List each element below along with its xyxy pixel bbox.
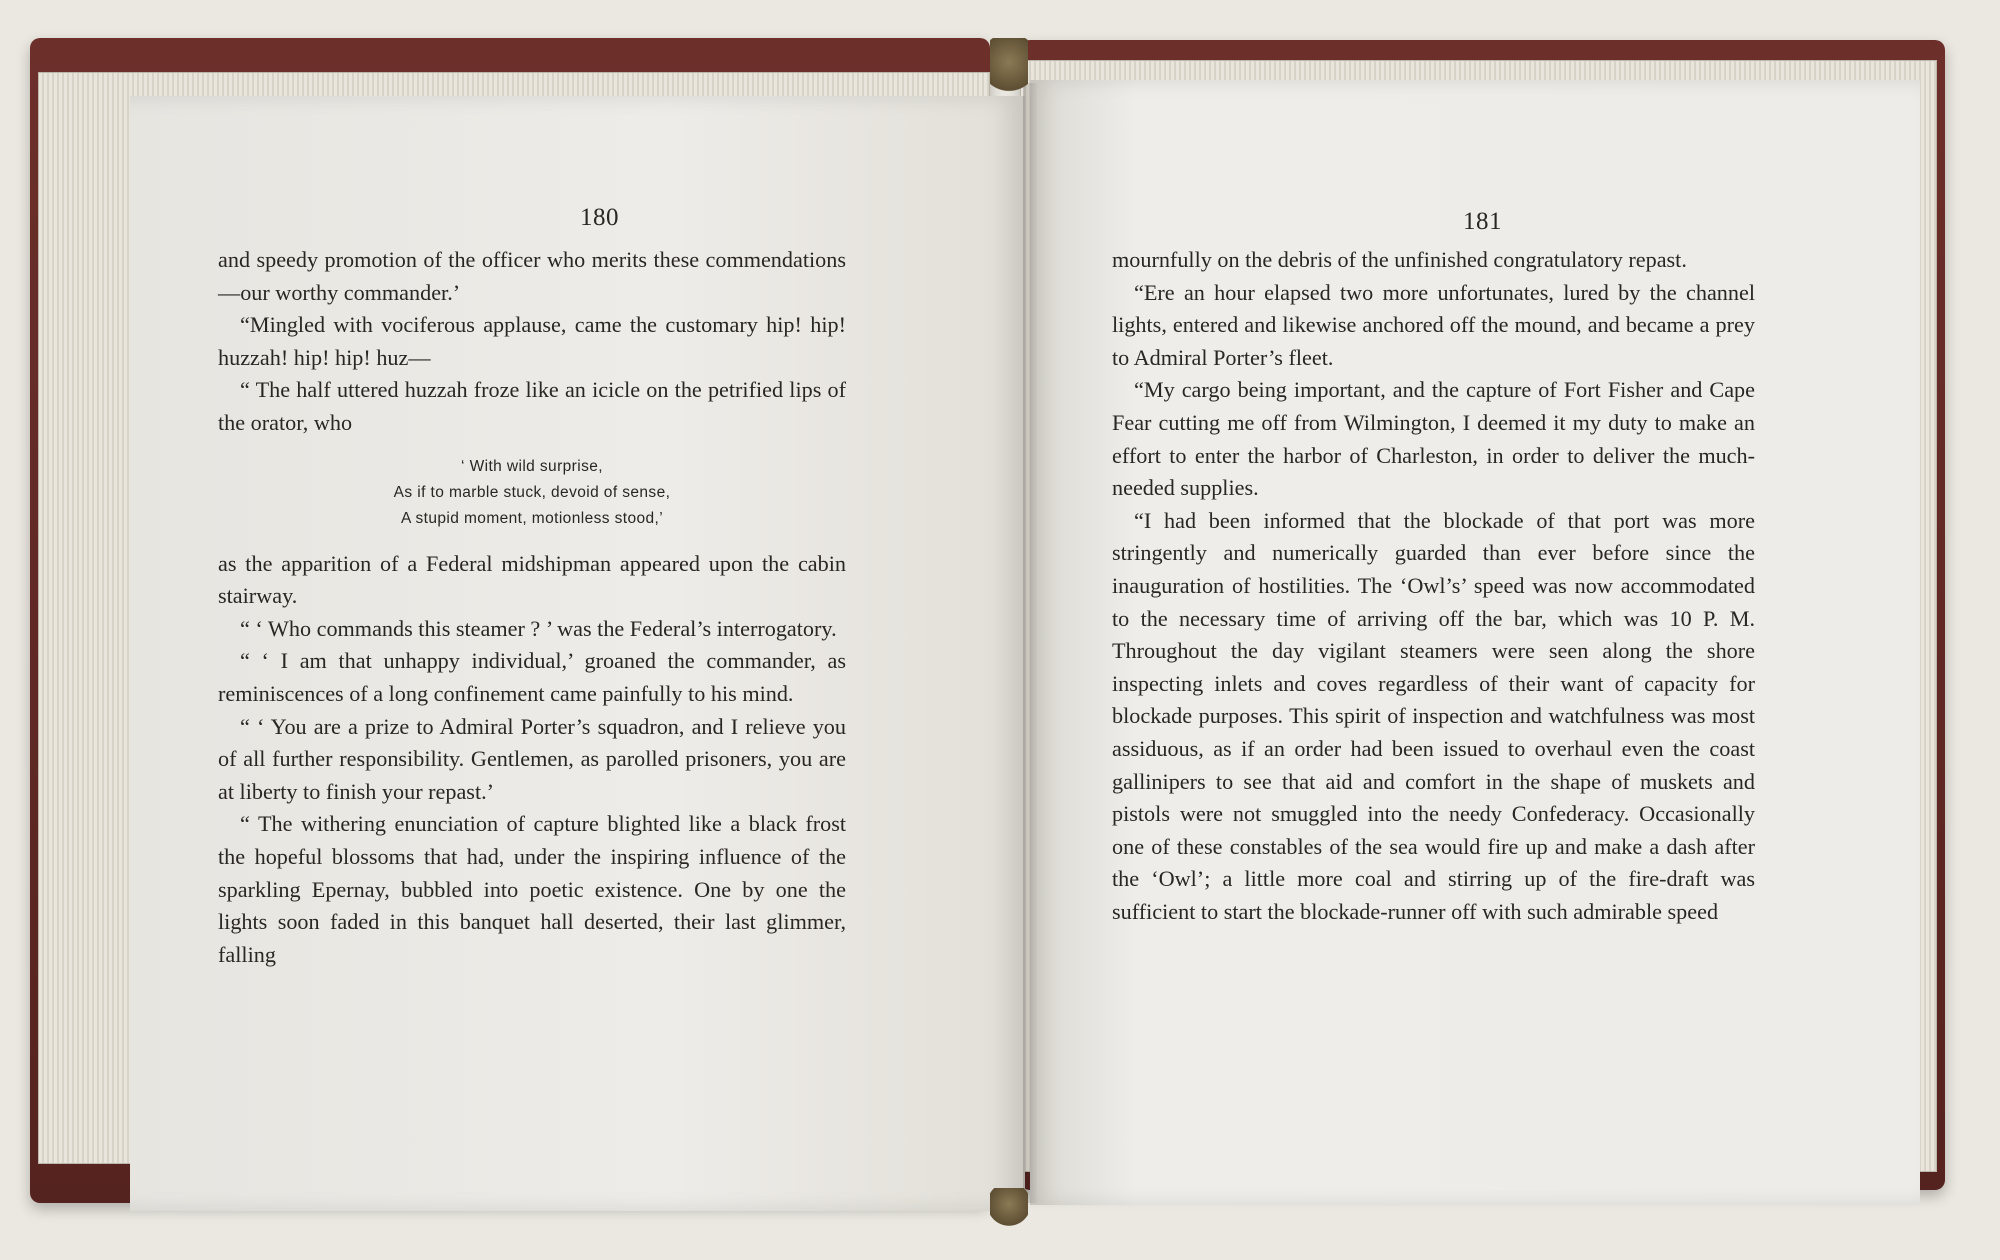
- verse-quote: [218, 454, 846, 532]
- left-page: [130, 96, 1025, 1211]
- paragraph: “I had been informed that the blockade of that port was more stringently and numerically guarded than ever before since the inauguration of hostilities. The ‘Owl’s’ speed was now accommodated to the necessary time of arriving off the bar, which was 10 P. M. Throughout the day vigilant steamers were seen along the shore inspecting inlets and coves regardless of their want of capacity for blockade purposes. This spirit of inspection and watchfulness was most assiduous, as if an order had been issued to overhaul even the coast gallinipers to see that aid and comfort in the shape of muskets and pistols were not smuggled into the needy Confederacy. Occasionally one of these constables of the sea would fire up and make a dash after the ‘Owl’; a little more coal and stirring up of the fire-draft was sufficient to start the blockade-runner off with such admirable speed: [1112, 507, 1755, 924]
- binding-thread-bottom: [990, 1188, 1028, 1228]
- page-number-left: 180: [580, 204, 619, 231]
- left-page-text: [218, 244, 846, 971]
- open-book: [30, 38, 1950, 1228]
- right-page: [1030, 80, 1920, 1205]
- verse-line: A stupid moment, motionless stood,’: [400, 509, 664, 527]
- verse-line: ‘ With wild surprise,: [461, 457, 603, 475]
- paragraph: “Ere an hour elapsed two more unfortunates, lured by the channel lights, entered and likewise anchored off the mound, and became a prey to Admiral Porter’s fleet.: [1112, 279, 1755, 370]
- paragraph: as the apparition of a Federal midshipman appeared upon the cabin stairway.: [218, 550, 846, 609]
- paragraph: mournfully on the debris of the unfinished congratulatory repast.: [1112, 247, 1687, 272]
- paragraph: “ ‘ Who commands this steamer ? ’ was the Federal’s interrogatory.: [240, 615, 837, 641]
- verse-line: As if to marble stuck, devoid of sense,: [393, 483, 671, 501]
- paragraph: “Mingled with vociferous applause, came the customary hip! hip! huzzah! hip! hip! huz—: [218, 312, 846, 370]
- paragraph: “ ‘ I am that unhappy individual,’ groaned the commander, as reminiscences of a long confinement came painfully to his mind.: [218, 648, 846, 706]
- book-gutter: [1023, 83, 1037, 1203]
- paragraph: “ The half uttered huzzah froze like an icicle on the petrified lips of the orator, who: [218, 377, 846, 435]
- paragraph: and speedy promotion of the officer who merits these commendations—our worthy commander.’: [218, 247, 846, 305]
- paragraph: “ ‘ You are a prize to Admiral Porter’s squadron, and I relieve you of all further responsibility. Gentlemen, as parolled prisoners, you are at liberty to finish your repast.’: [218, 713, 846, 804]
- page-number-right: 181: [1463, 208, 1502, 235]
- paragraph: “ The withering enunciation of capture blighted like a black frost the hopeful blossoms that had, under the inspiring influence of the sparkling Epernay, bubbled into poetic existence. One by one the lights soon faded in this banquet hall deserted, their last glimmer, falling: [218, 811, 846, 967]
- paragraph: “My cargo being important, and the capture of Fort Fisher and Cape Fear cutting me off from Wilmington, I deemed it my duty to make an effort to enter the harbor of Charleston, in order to deliver the much-needed supplies.: [1112, 377, 1755, 501]
- binding-thread-top: [990, 38, 1028, 98]
- right-page-text: [1112, 244, 1755, 928]
